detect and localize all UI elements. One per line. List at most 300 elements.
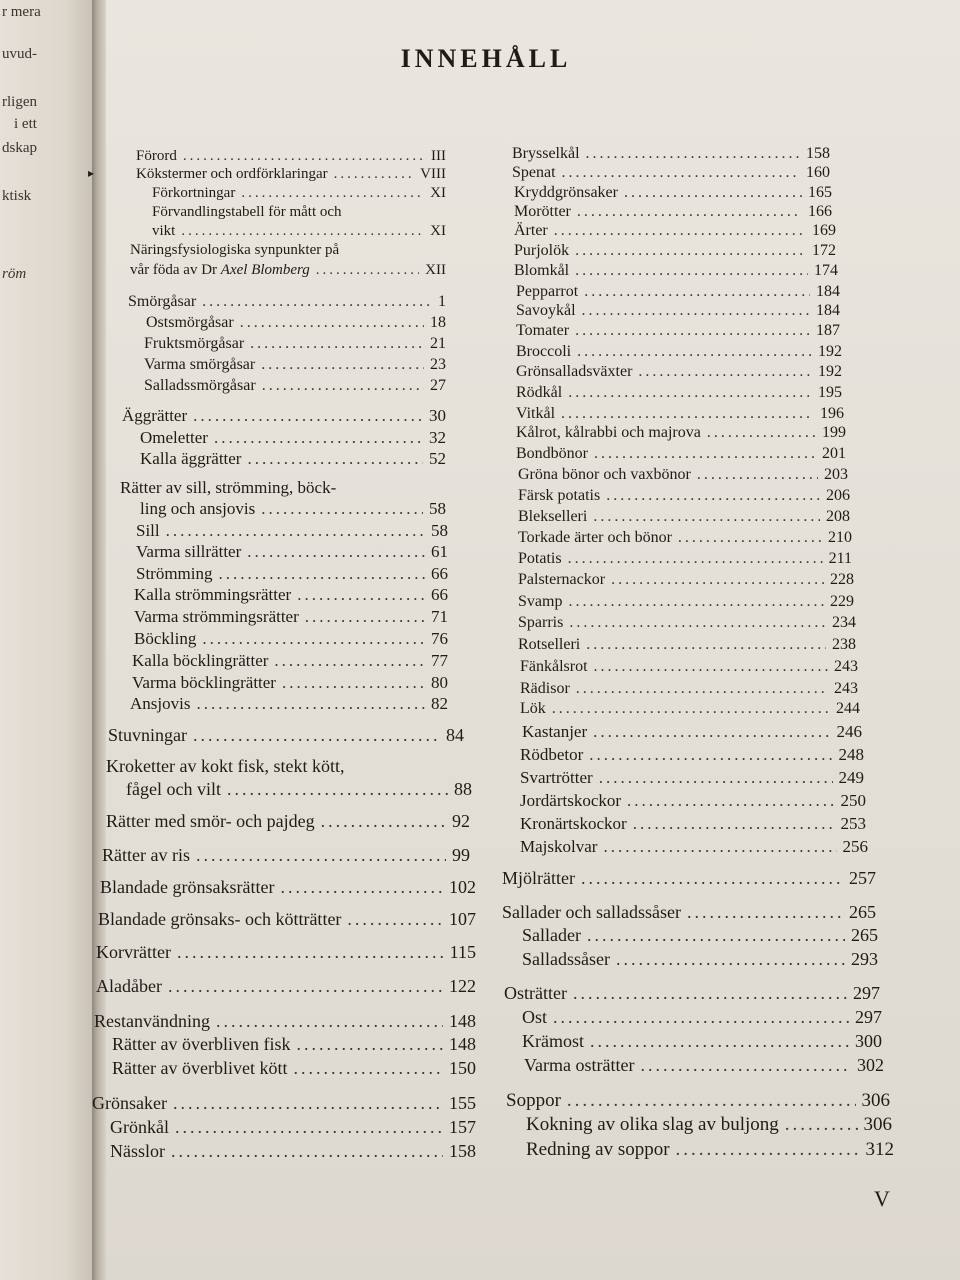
toc-entry-page-number: 92 (452, 811, 470, 831)
dot-leader (293, 1058, 443, 1079)
toc-entry-title: Rätter av ris (102, 845, 190, 865)
toc-entry (152, 223, 446, 240)
toc-entry (516, 384, 842, 402)
dot-leader (785, 1114, 858, 1136)
toc-entry (110, 1141, 476, 1162)
dot-leader (171, 1141, 443, 1162)
toc-entry-page-number: 1 (438, 293, 446, 310)
dot-leader (576, 680, 828, 698)
dot-leader (569, 614, 826, 632)
dot-leader (593, 722, 830, 742)
dot-leader (305, 607, 425, 627)
dot-leader (575, 262, 808, 280)
toc-entry-page-number: 71 (431, 607, 448, 626)
toc-entry-page-number: 150 (449, 1058, 476, 1078)
dot-leader (567, 1090, 856, 1112)
toc-entry-title: Purjolök (514, 242, 570, 259)
dot-leader (261, 499, 423, 519)
toc-entry (522, 925, 878, 946)
toc-entry (522, 722, 862, 742)
toc-entry-title: Mjölrätter (502, 868, 575, 888)
dot-leader (606, 487, 820, 505)
toc-entry-title: Ansjovis (130, 694, 191, 713)
facing-page-fragment: röm (2, 266, 27, 282)
dot-leader (554, 222, 806, 240)
toc-entry-title: Pepparrot (516, 283, 579, 300)
toc-entry-page-number: 257 (849, 868, 876, 888)
dot-leader (240, 314, 424, 332)
toc-entry (502, 868, 876, 889)
toc-entry-continued-text: Rätter av sill, strömming, böck- (120, 478, 337, 497)
toc-entry (522, 1031, 882, 1052)
dot-leader (638, 363, 812, 381)
dot-leader (587, 925, 845, 946)
toc-entry-title: Äggrätter (122, 406, 188, 425)
toc-entry-title: Krämost (522, 1031, 584, 1051)
toc-entry (126, 779, 472, 800)
toc-entry (130, 694, 448, 714)
toc-entry (516, 445, 846, 463)
dot-leader (616, 949, 845, 970)
toc-entry-page-number: 238 (832, 636, 856, 653)
toc-entry (134, 629, 448, 649)
dot-leader (193, 725, 440, 746)
toc-entry-page-number: XI (430, 185, 446, 201)
toc-entry-page-number: 165 (808, 184, 832, 201)
toc-entry (512, 164, 830, 182)
toc-entry-page-number: 158 (806, 145, 830, 162)
dot-leader (552, 700, 830, 718)
toc-entry (146, 314, 446, 332)
toc-entry-page-number: 77 (431, 651, 448, 670)
toc-entry-page-number: 169 (812, 222, 836, 239)
toc-entry-title: Grönkål (110, 1117, 169, 1137)
dot-leader (321, 811, 446, 832)
dot-leader (296, 1034, 443, 1055)
toc-entry-title: Kryddgrönsaker (514, 184, 618, 201)
toc-entry-title: Ostsmörgåsar (146, 314, 234, 331)
toc-entry-page-number: 249 (838, 768, 864, 787)
dot-leader (640, 1055, 851, 1076)
toc-entry-page-number: VIII (420, 166, 446, 182)
dot-leader (168, 976, 443, 997)
toc-entry-title: Varma böcklingrätter (132, 673, 276, 692)
toc-entry-title: ling och ansjovis (140, 499, 256, 518)
toc-entry-title: Majskolvar (520, 837, 598, 856)
toc-entry-title: Varma sillrätter (136, 542, 242, 561)
toc-entry-page-number: 88 (454, 779, 472, 799)
toc-entry-page-number: 66 (431, 585, 448, 604)
toc-entry (140, 499, 446, 519)
facing-page-fragment: rligen (2, 94, 37, 110)
dot-leader (166, 521, 425, 541)
dot-leader (594, 445, 816, 463)
toc-entry-page-number: 184 (816, 283, 840, 300)
toc-entry-page-number: 228 (830, 571, 854, 588)
toc-entry-page-number: 187 (816, 322, 840, 339)
toc-entry-title: Tomater (516, 322, 570, 339)
dot-leader (562, 164, 800, 182)
toc-entry-title: Rödkål (516, 384, 563, 401)
toc-entry-title: Sill (136, 521, 160, 540)
toc-entry-page-number: 192 (818, 343, 842, 360)
toc-entry (140, 449, 446, 469)
toc-entry-title: Broccoli (516, 343, 572, 360)
toc-entry-title: Kökstermer och ordförklaringar (136, 166, 328, 182)
toc-entry (516, 322, 840, 340)
dot-leader (553, 1007, 849, 1028)
toc-entry-page-number: 306 (861, 1090, 890, 1111)
toc-entry-title: Rödbetor (520, 745, 584, 764)
toc-entry (520, 791, 866, 811)
toc-entry-title: Förord (136, 148, 177, 164)
dot-leader (582, 302, 810, 320)
dot-leader (173, 1093, 443, 1114)
dot-leader (678, 529, 822, 547)
facing-page-fragment: uvud- (2, 46, 37, 62)
toc-entry-title: Gröna bönor och vaxbönor (518, 466, 691, 483)
toc-entry (520, 837, 868, 857)
toc-entry (134, 585, 448, 605)
toc-entry-title: vår föda av Dr Axel Blomberg (130, 262, 310, 278)
dot-leader (261, 356, 424, 374)
toc-entry (526, 1114, 892, 1136)
toc-entry-page-number: 58 (429, 499, 446, 518)
toc-entry-page-number: 211 (828, 550, 852, 567)
toc-entry (132, 673, 448, 693)
toc-entry-title: Förkortningar (152, 185, 236, 201)
toc-entry-page-number: 58 (431, 521, 448, 540)
toc-entry-title: Fänkålsrot (520, 658, 588, 675)
toc-entry-page-number: 199 (822, 424, 846, 441)
toc-entry (106, 811, 470, 832)
dot-leader (334, 166, 415, 183)
toc-entry (516, 283, 840, 301)
dot-leader (216, 1011, 443, 1032)
toc-entry-page-number: 253 (840, 814, 866, 833)
toc-entry-page-number: 84 (446, 725, 464, 745)
dot-leader (196, 694, 425, 714)
dot-leader (183, 148, 425, 165)
dot-leader (177, 942, 444, 963)
dot-leader (219, 564, 425, 584)
toc-entry-title: Morötter (514, 203, 571, 220)
toc-entry (96, 976, 476, 997)
toc-entry-title: Stuvningar (108, 725, 187, 745)
dot-leader (575, 322, 810, 340)
toc-entry-page-number: 76 (431, 629, 448, 648)
toc-entry-page-number: 155 (449, 1093, 476, 1113)
toc-entry-page-number: 300 (855, 1031, 882, 1051)
dot-leader (202, 629, 425, 649)
toc-entry-title: Fruktsmörgåsar (144, 335, 245, 352)
contents-page (92, 0, 960, 1280)
toc-entry-page-number: 203 (824, 466, 848, 483)
toc-entry (516, 343, 842, 361)
toc-entry-title: Sallader (522, 925, 581, 945)
toc-entry-page-number: 195 (818, 384, 842, 401)
toc-entry-title: Böckling (134, 629, 197, 648)
toc-entry-title: Brysselkål (512, 145, 580, 162)
toc-entry-page-number: 248 (838, 745, 864, 764)
toc-entry-page-number: 174 (814, 262, 838, 279)
toc-entry-title: Nässlor (110, 1141, 165, 1161)
dot-leader (627, 791, 834, 811)
toc-entry-page-number: 82 (431, 694, 448, 713)
toc-entry-title: Kalla äggrätter (140, 449, 242, 468)
toc-entry-title: Torkade ärter och bönor (518, 529, 672, 546)
toc-entry-page-number: XII (425, 262, 446, 278)
toc-entry-title: Salladssmörgåsar (144, 377, 256, 394)
toc-entry (514, 262, 838, 280)
toc-entry-page-number: 148 (449, 1034, 476, 1054)
dot-leader (586, 145, 800, 163)
toc-entry-title: Rädisor (520, 680, 570, 697)
toc-entry-page-number: 293 (851, 949, 878, 969)
toc-entry (96, 942, 476, 963)
book-gutter (92, 0, 106, 1280)
toc-entry-title: Blomkål (514, 262, 570, 279)
dot-leader (575, 242, 806, 260)
toc-entry-title: Restanvändning (94, 1011, 210, 1031)
toc-entry-page-number: 243 (834, 680, 858, 697)
toc-entry-page-number: 192 (818, 363, 842, 380)
toc-entry (94, 1011, 476, 1032)
dot-leader (282, 673, 425, 693)
toc-entry (102, 845, 470, 866)
toc-entry-title: Jordärtskockor (520, 791, 622, 810)
toc-entry (112, 1034, 476, 1055)
toc-entry-title: Ärter (514, 222, 548, 239)
facing-page-fragment: i ett (14, 116, 37, 132)
toc-entry (518, 614, 856, 632)
toc-entry-page-number: 115 (449, 942, 476, 962)
toc-entry (514, 242, 836, 260)
dot-leader (214, 428, 423, 448)
toc-entry (526, 1139, 894, 1161)
toc-entry (520, 700, 860, 718)
toc-entry (134, 607, 448, 627)
dot-leader (624, 184, 802, 202)
toc-entry (100, 877, 476, 898)
toc-entry-page-number: 312 (865, 1139, 894, 1160)
dot-leader (262, 377, 424, 395)
toc-entry (502, 902, 876, 923)
toc-entry-page-number: 166 (808, 203, 832, 220)
dot-leader (603, 837, 836, 857)
toc-entry-title: Kalla strömmingsrätter (134, 585, 292, 604)
toc-entry (518, 636, 856, 654)
toc-entry-title: Varma osträtter (524, 1055, 635, 1075)
toc-entry (516, 405, 844, 423)
toc-entry (520, 658, 858, 676)
toc-entry (136, 166, 446, 183)
dot-leader (280, 877, 443, 898)
toc-entry-page-number: 52 (429, 449, 446, 468)
toc-entry (518, 593, 854, 611)
toc-entry-title: Korvrätter (96, 942, 171, 962)
toc-entry (152, 185, 446, 202)
toc-entry-page-number: 21 (430, 335, 446, 352)
toc-entry-title: fågel och vilt (126, 779, 221, 799)
toc-entry-title: Redning av soppor (526, 1139, 670, 1160)
toc-entry (520, 745, 864, 765)
dot-leader (561, 405, 814, 423)
toc-entry (108, 725, 464, 746)
toc-entry-page-number: 234 (832, 614, 856, 631)
dot-leader (250, 335, 424, 353)
toc-entry (140, 428, 446, 448)
dot-leader (586, 636, 826, 654)
toc-entry (112, 1058, 476, 1079)
toc-entry (518, 550, 852, 568)
toc-entry (522, 949, 878, 970)
toc-entry-title: Rätter av överblivet kött (112, 1058, 288, 1078)
dot-leader (593, 508, 820, 526)
toc-entry-title: Osträtter (504, 983, 567, 1003)
toc-entry-page-number: III (431, 148, 446, 164)
toc-entry-page-number: 160 (806, 164, 830, 181)
toc-entry (516, 302, 840, 320)
toc-entry (504, 983, 880, 1004)
facing-page-fragment: dskap (2, 140, 37, 156)
toc-entry (128, 293, 446, 311)
toc-entry-page-number: 107 (449, 909, 476, 929)
toc-entry (522, 1007, 882, 1028)
toc-entry-title: Grönsalladsväxter (516, 363, 633, 380)
toc-entry (514, 203, 832, 221)
toc-entry-title: Varma smörgåsar (144, 356, 256, 373)
dot-leader (297, 585, 425, 605)
toc-entry-title: Smörgåsar (128, 293, 197, 310)
toc-entry-title: Grönsaker (92, 1093, 167, 1113)
toc-entry (144, 377, 446, 395)
toc-entry (518, 466, 848, 484)
toc-entry (136, 521, 448, 541)
dot-leader (347, 909, 443, 930)
toc-entry-continued-text: Kroketter av kokt fisk, stekt kött, (106, 756, 345, 776)
toc-entry-title: Kokning av olika slag av buljong (526, 1114, 779, 1135)
dot-leader (568, 593, 824, 611)
dot-leader (202, 293, 432, 311)
toc-entry-page-number: 80 (431, 673, 448, 692)
dot-leader (247, 542, 425, 562)
toc-entry-title: Ost (522, 1007, 548, 1027)
toc-entry-title: Omeletter (140, 428, 208, 447)
toc-entry-page-number: 246 (836, 722, 862, 741)
dot-leader (676, 1139, 860, 1161)
toc-entry (136, 542, 448, 562)
toc-entry-continued-text: Förvandlingstabell för mått och (152, 204, 342, 220)
toc-entry-page-number: 229 (830, 593, 854, 610)
toc-entry-page-number: 256 (842, 837, 868, 856)
toc-entry-author: Axel Blomberg (220, 262, 310, 278)
toc-entry-page-number: 244 (836, 700, 860, 717)
toc-entry-page-number: 148 (449, 1011, 476, 1031)
dot-leader (633, 814, 835, 834)
toc-entry-title: Salladssåser (522, 949, 610, 969)
page-title: INNEHÅLL (400, 44, 572, 73)
toc-entry (516, 363, 842, 381)
dot-leader (594, 658, 828, 676)
toc-entry-page-number: 23 (430, 356, 446, 373)
toc-entry-title: Varma strömmingsrätter (134, 607, 299, 626)
margin-mark: ▸ (88, 166, 95, 180)
toc-entry (130, 262, 446, 279)
toc-entry-page-number: 61 (431, 542, 448, 561)
dot-leader (241, 185, 424, 202)
toc-entry-title: Blandade grönsaks- och kötträtter (98, 909, 342, 929)
toc-entry (512, 145, 830, 163)
toc-entry-page-number: 297 (853, 983, 880, 1003)
toc-entry (518, 508, 850, 526)
toc-entry-title: Sallader och salladssåser (502, 902, 681, 922)
toc-entry-title: Kalla böcklingrätter (132, 651, 269, 670)
dot-leader (589, 745, 832, 765)
toc-entry-title: Kronärtskockor (520, 814, 627, 833)
toc-entry-continued-text: Näringsfysiologiska synpunkter på (130, 242, 340, 258)
toc-entry-title: Strömming (136, 564, 213, 583)
toc-entry (518, 487, 850, 505)
toc-entry-page-number: 122 (449, 976, 476, 996)
toc-entry (520, 814, 866, 834)
dot-leader (316, 262, 419, 279)
toc-entry-title: Spenat (512, 164, 556, 181)
toc-entry-page-number: 30 (429, 406, 446, 425)
toc-entry (144, 335, 446, 353)
toc-entry-title: Aladåber (96, 976, 162, 996)
toc-entry (514, 222, 836, 240)
dot-leader (247, 449, 423, 469)
facing-page-fragment: ktisk (2, 188, 32, 204)
toc-entry-page-number: 208 (826, 508, 850, 525)
toc-entry-title: Blandade grönsaksrätter (100, 877, 275, 897)
dot-leader (193, 406, 423, 426)
toc-entry (122, 406, 446, 426)
dot-leader (584, 283, 810, 301)
page-folio: V (874, 1186, 890, 1211)
dot-leader (573, 983, 847, 1004)
dot-leader (687, 902, 843, 923)
facing-page-fragment: r mera (2, 4, 41, 20)
toc-entry (98, 909, 476, 930)
dot-leader (568, 384, 812, 402)
toc-entry-page-number: 206 (826, 487, 850, 504)
dot-leader (599, 768, 833, 788)
dot-leader (611, 571, 824, 589)
toc-entry (136, 148, 446, 165)
toc-entry (520, 768, 864, 788)
toc-entry-page-number: 302 (857, 1055, 884, 1075)
dot-leader (181, 223, 424, 240)
toc-entry-title: Svartrötter (520, 768, 593, 787)
toc-entry-page-number: 250 (840, 791, 866, 810)
dot-leader (175, 1117, 443, 1138)
toc-entry-title: Blekselleri (518, 508, 588, 525)
toc-entry (506, 1090, 890, 1112)
toc-entry-page-number: 66 (431, 564, 448, 583)
toc-entry-title: vikt (152, 223, 176, 239)
toc-entry (144, 356, 446, 374)
toc-entry-page-number: 297 (855, 1007, 882, 1027)
toc-entry-title: Savoykål (516, 302, 576, 319)
toc-entry-page-number: 27 (430, 377, 446, 394)
dot-leader (227, 779, 448, 800)
toc-entry-page-number: 172 (812, 242, 836, 259)
toc-entry-page-number: 210 (828, 529, 852, 546)
toc-entry-page-number: 265 (849, 902, 876, 922)
toc-entry-page-number: 99 (452, 845, 470, 865)
